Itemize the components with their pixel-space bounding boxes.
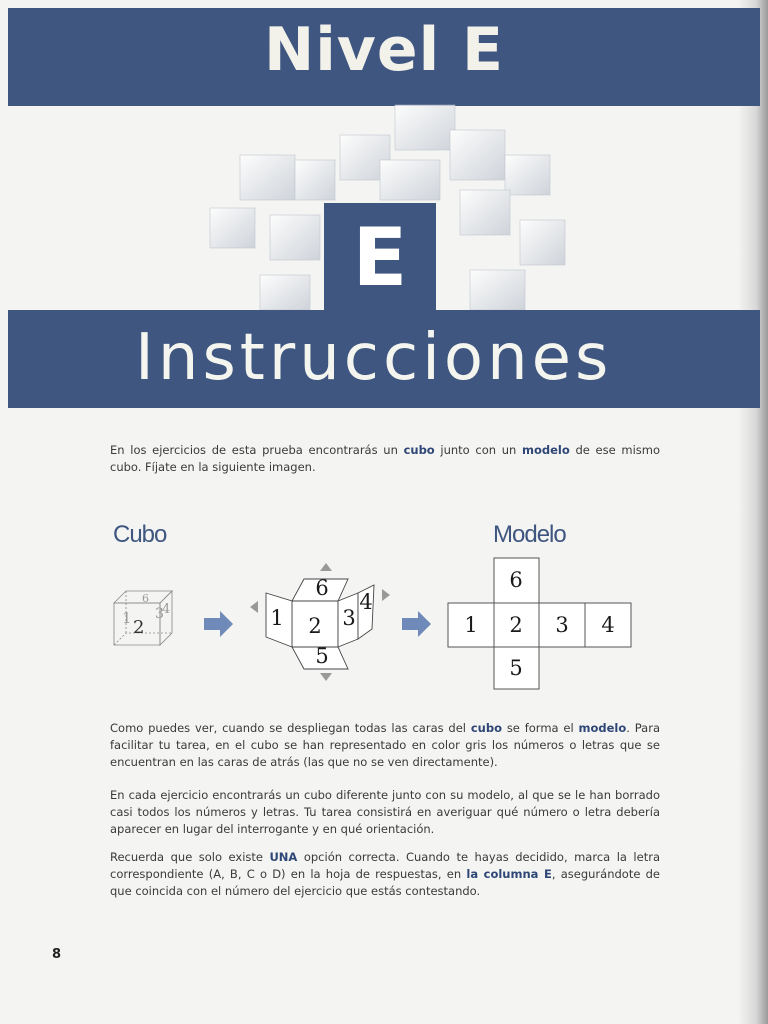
task-paragraph: En cada ejercicio encontrarás un cubo diferente junto con su modelo, al que se le han borrado casi todos los números y letras. Tu tarea consistirá en averiguar qué número o letra debería aparecer en lugar del interrogante y en qué orientación. xyxy=(110,788,660,836)
page-edge-shadow xyxy=(738,0,768,1024)
p4-text-2: opción correcta. Cuando te hayas decidido, marca la letra correspondiente (A, B, C o D) en la hoja de respuestas, en xyxy=(110,850,660,881)
intro-text-1: En los ejercicios de esta prueba encontrarás un xyxy=(110,443,404,457)
cube-face-3: 3 xyxy=(155,606,164,622)
emblem-letter: E xyxy=(352,211,408,304)
unfold-face-3: 3 xyxy=(342,606,356,630)
cube-model-diagram xyxy=(100,555,660,695)
arrow-1 xyxy=(204,611,233,637)
p2-text-1: Como puedes ver, cuando se despliegan todas las caras del xyxy=(110,721,471,735)
p2-text-2: se forma el xyxy=(501,721,579,735)
reminder-paragraph xyxy=(110,849,660,900)
p4-text-3: , asegurándote de que coincida con el número del ejercicio que estás contestando. xyxy=(110,867,660,898)
intro-bold-modelo: modelo xyxy=(522,443,570,457)
model-label: Modelo xyxy=(493,521,566,548)
model-num-left: 1 xyxy=(464,613,478,637)
cube-face-1: 1 xyxy=(122,609,132,627)
unfold-face-4: 4 xyxy=(359,590,373,614)
p4-text-1: Recuerda que solo existe xyxy=(110,850,270,864)
intro-paragraph xyxy=(110,442,660,476)
cube-face-4: 4 xyxy=(162,602,171,617)
arrow-2 xyxy=(402,611,431,637)
intro-bold-cubo: cubo xyxy=(403,443,435,457)
intro-text-3: de ese mismo cubo. Fíjate en la siguiente imagen. xyxy=(110,443,660,474)
model-num-far-right: 4 xyxy=(601,613,615,637)
unfold-face-1: 1 xyxy=(270,606,284,630)
unfold-face-6: 6 xyxy=(315,576,329,600)
model-num-center: 2 xyxy=(509,613,523,637)
p2-text-3: . Para facilitar tu tarea, en el cubo se han representado en color gris los números o letras que se encuentran en las caras de atrás (las que no se ven directamente). xyxy=(110,721,660,769)
unfold-face-5: 5 xyxy=(315,644,329,668)
intro-text-2: junto con un xyxy=(434,443,523,457)
model-num-bottom: 5 xyxy=(509,656,523,680)
p4-bold-una: UNA xyxy=(269,850,298,864)
cube-face-2: 2 xyxy=(133,617,145,638)
unfold-face-2: 2 xyxy=(308,614,322,638)
model-num-right: 3 xyxy=(555,613,569,637)
page-number: 8 xyxy=(52,947,62,962)
cube-label: Cubo xyxy=(113,521,167,548)
p2-bold-cubo: cubo xyxy=(470,721,502,735)
header-title: Nivel E xyxy=(263,15,505,85)
model-num-top: 6 xyxy=(509,568,523,592)
explanation-paragraph xyxy=(110,720,660,771)
p2-bold-modelo: modelo xyxy=(578,721,627,735)
p4-bold-columna: la columna E xyxy=(466,867,552,881)
cube-face-6: 6 xyxy=(142,592,149,605)
section-title: Instrucciones xyxy=(135,321,613,395)
